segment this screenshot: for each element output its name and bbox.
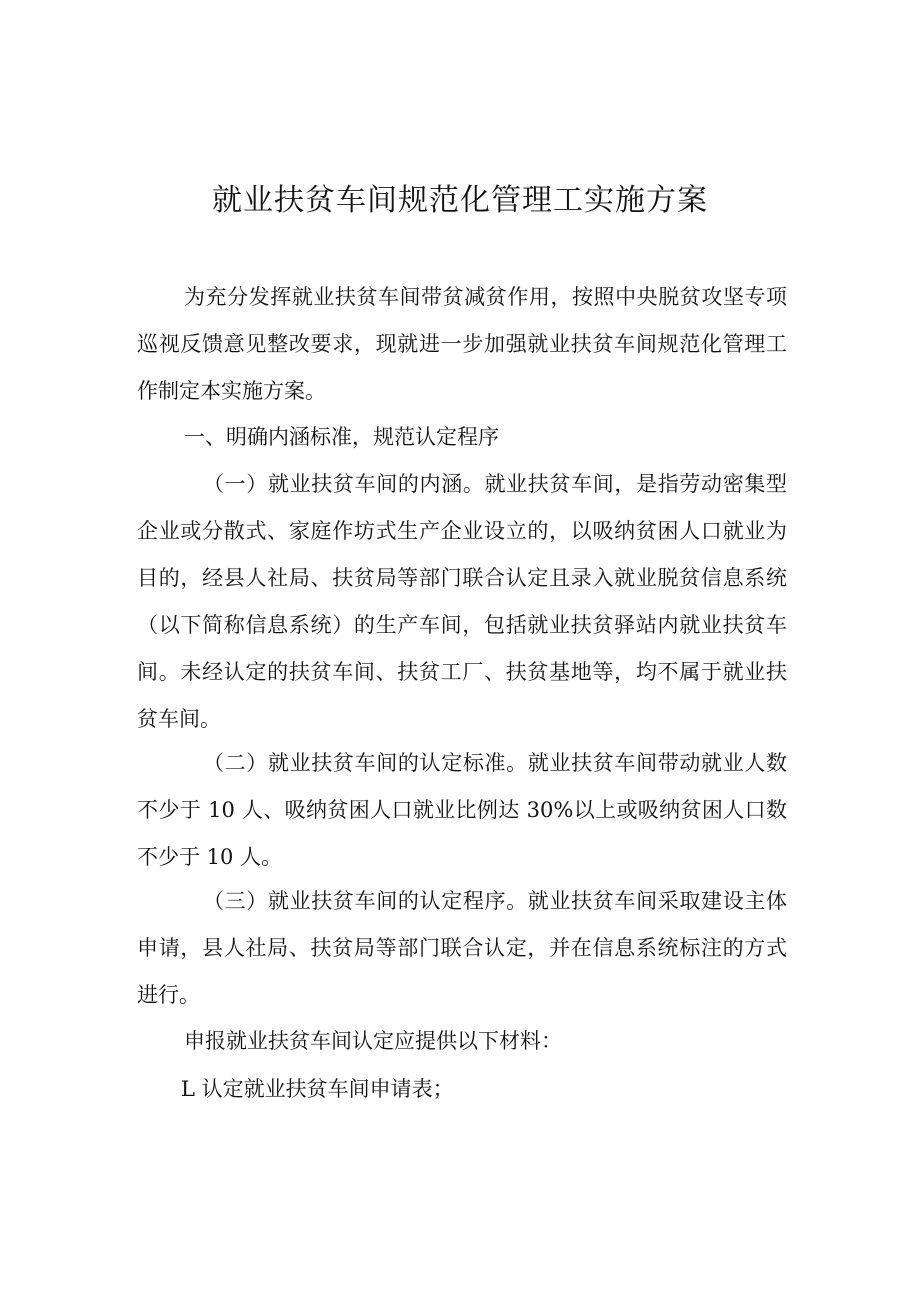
item-3-line-3: 进行。 [137,983,200,1007]
materials-section [137,1018,787,1065]
item-1-line-3: 目的，经县人社局、扶贫局等部门联合认定且录入就业脱贫信息系统 [137,566,787,590]
materials-list [137,1066,787,1113]
section-1-heading: 一、明确内涵标准，规范认定程序 [184,425,499,449]
materials-heading: 申报就业扶贫车间认定应提供以下材料： [184,1029,562,1053]
item-1-line-5: 间。未经认定的扶贫车间、扶贫工厂、扶贫基地等，均不属于就业扶 [137,660,787,684]
item-1-line-6: 贫车间。 [137,707,221,731]
intro-line-2: 巡视反馈意见整改要求，现就进一步加强就业扶贫车间规范化管理工 [137,332,787,356]
item-2-paragraph [137,740,787,881]
item-3-paragraph [137,878,787,1019]
item-3-line-1: （三）就业扶贫车间的认定程序。就业扶贫车间采取建设主体 [203,889,787,913]
item-1-line-4: （以下简称信息系统）的生产车间，包括就业扶贫驿站内就业扶贫车 [137,613,787,637]
item-2-line-2: 不少于 10 人、吸纳贫困人口就业比例达 30%以上或吸纳贫困人口数 [137,798,787,822]
intro-paragraph [137,274,787,415]
item-2-line-1: （二）就业扶贫车间的认定标准。就业扶贫车间带动就业人数 [203,751,787,775]
section-heading [137,414,787,461]
intro-line-3: 作制定本实施方案。 [137,379,326,403]
item-1-paragraph [137,461,787,743]
materials-item-1: L 认定就业扶贫车间申请表； [181,1077,454,1101]
item-1-line-1: （一）就业扶贫车间的内涵。就业扶贫车间，是指劳动密集型 [203,472,787,496]
item-3-line-2: 申请，县人社局、扶贫局等部门联合认定，并在信息系统标注的方式 [137,936,787,960]
item-1-line-2: 企业或分散式、家庭作坊式生产企业设立的，以吸纳贫困人口就业为 [137,519,787,543]
intro-line-1: 为充分发挥就业扶贫车间带贫减贫作用，按照中央脱贫攻坚专项 [184,285,787,309]
document-title: 就业扶贫车间规范化管理工实施方案 [212,183,708,218]
item-2-line-3: 不少于 10 人。 [137,845,283,869]
